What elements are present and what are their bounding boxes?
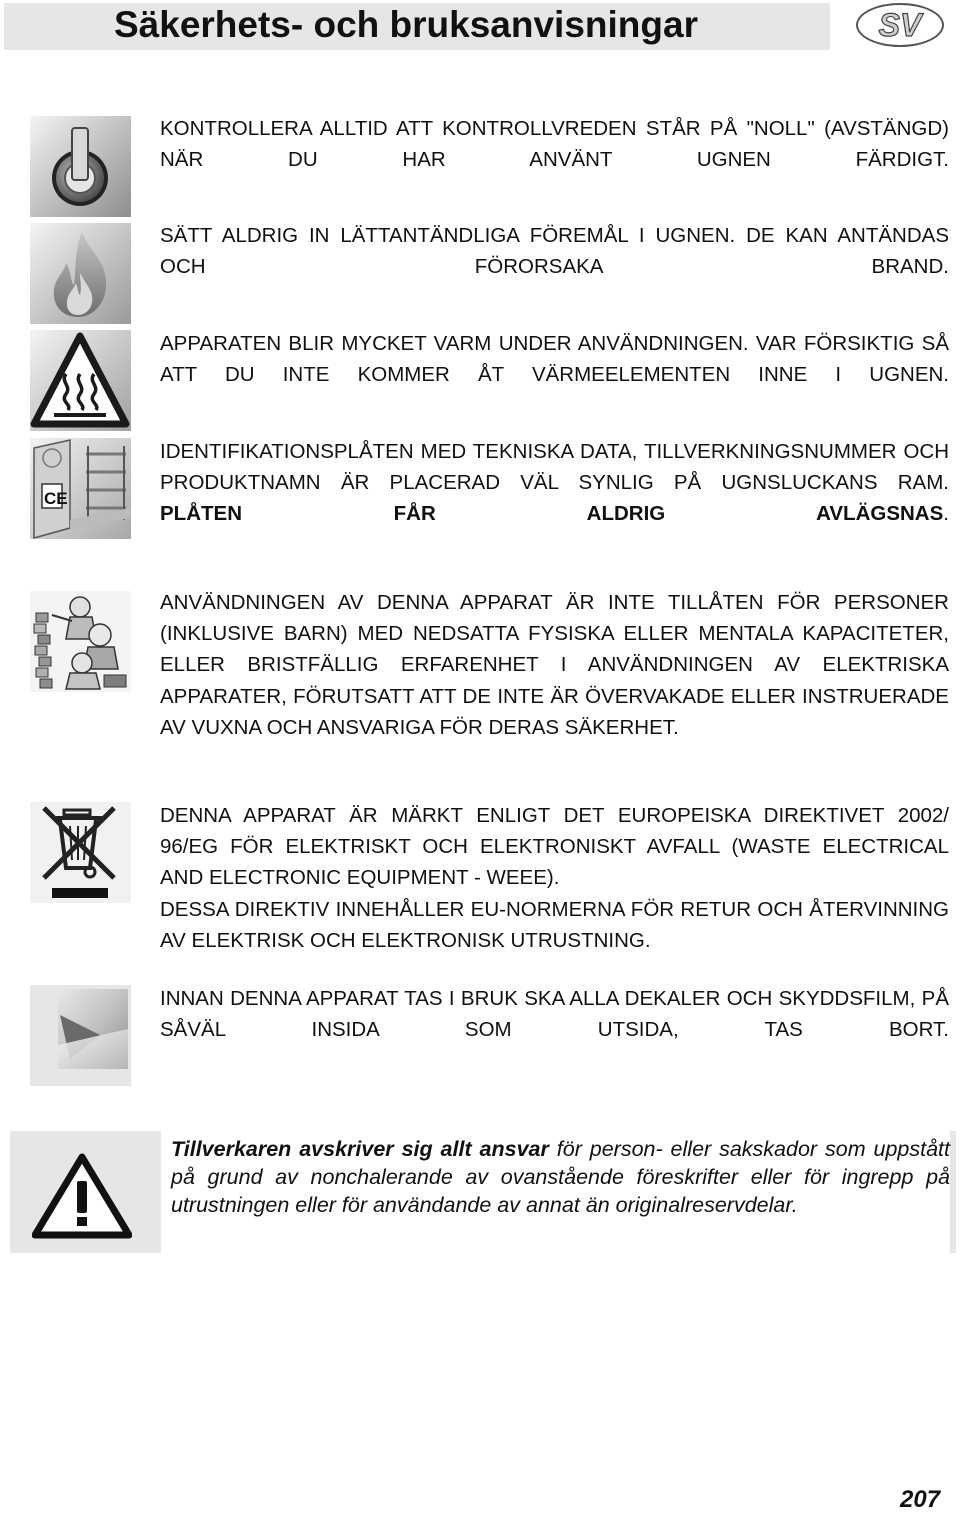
page-number: 207 [900,1486,941,1513]
weee-instruction [160,800,949,956]
hot-surface-warning-icon [30,330,131,431]
svg-text:CE: CE [44,489,68,508]
knob-icon [30,116,131,217]
disclaimer-body: för person- eller sakskador som uppstått på grund av nonchalerande av ovanstående föreskrifter eller för ingrepp på utrustningen eller för användande av annat än originalreservdelar. [171,1137,951,1217]
rating-plate-warning: PLÅTEN FÅR ALDRIG AVLÄGSNAS [160,502,944,526]
flame-icon [30,223,131,324]
knob-instruction: KONTROLLERA ALLTID ATT KONTROLLVREDEN STÅR PÅ "NOLL" (AVSTÄNGD) NÄR DU HAR ANVÄNT UGNEN FÄRDIGT. [160,117,949,172]
page-title: Säkerhets- och bruksanvisningar [114,4,698,45]
disclaimer-box [10,1131,956,1253]
children-instruction: ANVÄNDNINGEN AV DENNA APPARAT ÄR INTE TILLÅTEN FÖR PERSONER (INKLUSIVE BARN) MED NEDSATTA FYSISKA ELLER MENTALA KAPACITETER, ELLER BRISTFÄLLIG ERFARENHET I ANVÄNDNINGEN AV ELEKTRISKA APPARATER, FÖRUTSATT ATT DE INTE ÄR ÖVERVAKADE ELLER INSTRUERADE AV VUXNA OCH ANSVARIGA FÖR DERAS SÄKERHET. [160,591,949,739]
crossed-bin-icon [30,802,131,903]
weee-text: DENNA APPARAT ÄR MÄRKT ENLIGT DET EUROPEISKA DIREKTIVET 2002/ 96/EG FÖR ELEKTRISKT OCH ELEKTRONISKT AVFALL (WASTE ELECTRICAL AND ELECTRONIC EQUIPMENT - WEEE). [160,804,949,890]
disclaimer-bold: Tillverkaren avskriver sig allt ansvar [171,1137,549,1161]
protective-film-icon [30,985,131,1086]
rating-plate-text: IDENTIFIKATIONSPLÅTEN MED TEKNISKA DATA, TILLVERKNINGSNUMMER OCH PRODUKTNAMN ÄR PLACERAD VÄL SYNLIG PÅ UGNSLUCKANS RAM. [160,440,949,495]
fire-instruction: SÄTT ALDRIG IN LÄTTANTÄNDLIGA FÖREMÅL I UGNEN. DE KAN ANTÄNDAS OCH FÖRORSAKA BRAND. [160,224,949,279]
disclaimer-paragraph [171,1135,950,1219]
disclaimer-text-panel [161,1131,950,1253]
warning-exclamation-icon [32,1153,132,1239]
language-badge: SV [856,3,944,47]
children-icon [30,591,131,692]
weee-directive-text: DESSA DIREKTIV INNEHÅLLER EU-NORMERNA FÖR RETUR OCH ÅTERVINNING AV ELEKTRISK OCH ELEKTRONISK UTRUSTNING. [160,897,949,952]
heat-instruction: APPARATEN BLIR MYCKET VARM UNDER ANVÄNDNINGEN. VAR FÖRSIKTIG SÅ ATT DU INTE KOMMER ÅT VÄRMEELEMENTEN INNE I UGNEN. [160,332,949,387]
film-instruction: INNAN DENNA APPARAT TAS I BRUK SKA ALLA DEKALER OCH SKYDDSFILM, PÅ SÅVÄL INSIDA SOM UTSIDA, TAS BORT. [160,987,949,1042]
rating-plate-icon [30,438,131,539]
rating-plate-warning-period: . [943,502,949,526]
header-bar [4,3,830,50]
rating-plate-instruction [160,436,949,530]
